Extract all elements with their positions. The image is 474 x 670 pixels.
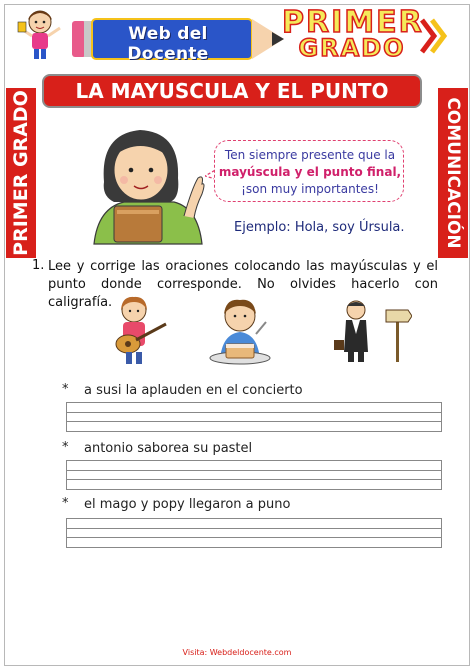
writing-lines-1[interactable]	[66, 402, 442, 432]
side-banner-right	[438, 88, 468, 258]
sentence-2: antonio saborea su pastel	[84, 441, 253, 456]
exercise-instruction: Lee y corrige las oraciones colocando las mayúsculas y el punto donde corresponde. No olvides hacerlo con caligrafía.	[48, 259, 438, 310]
side-banner-left	[6, 88, 36, 258]
sentence-1: a susi la aplauden en el concierto	[84, 383, 303, 398]
exercise-number: 1.	[32, 258, 45, 273]
side-banner-right-text: COMUNICACIÓN	[443, 97, 463, 249]
bubble-line-3: ¡son muy importantes!	[241, 182, 379, 196]
bullet-1: *	[62, 382, 69, 397]
side-banner-left-text: PRIMER GRADO	[10, 90, 32, 256]
grade-badge-line1: PRIMER	[282, 5, 424, 40]
bubble-line-2: mayúscula y el punto final,	[218, 165, 402, 179]
magician-with-sign-illustration	[330, 294, 412, 366]
bullet-2: *	[62, 440, 69, 455]
bubble-line-1: Ten siempre presente que la	[224, 148, 396, 162]
footer-link[interactable]: Visita: Webdeldocente.com	[182, 648, 292, 657]
chevron-right-icon	[420, 16, 450, 56]
grade-badge-line2: GRADO	[298, 34, 406, 62]
bullet-3: *	[62, 496, 69, 511]
grade-badge	[282, 5, 424, 62]
girl-with-guitar-illustration	[106, 294, 172, 366]
speech-bubble	[214, 140, 404, 202]
sentence-3: el mago y popy llegaron a puno	[84, 497, 291, 512]
boy-eating-cake-illustration	[202, 296, 276, 366]
page-title: LA MAYUSCULA Y EL PUNTO	[42, 74, 422, 108]
kid-mascot-illustration	[14, 6, 70, 64]
girl-with-book-illustration	[84, 122, 208, 246]
logo-text: Web del Docente	[127, 24, 209, 64]
example-sentence: Ejemplo: Hola, soy Úrsula.	[234, 220, 405, 235]
writing-lines-3[interactable]	[66, 518, 442, 548]
writing-lines-2[interactable]	[66, 460, 442, 490]
